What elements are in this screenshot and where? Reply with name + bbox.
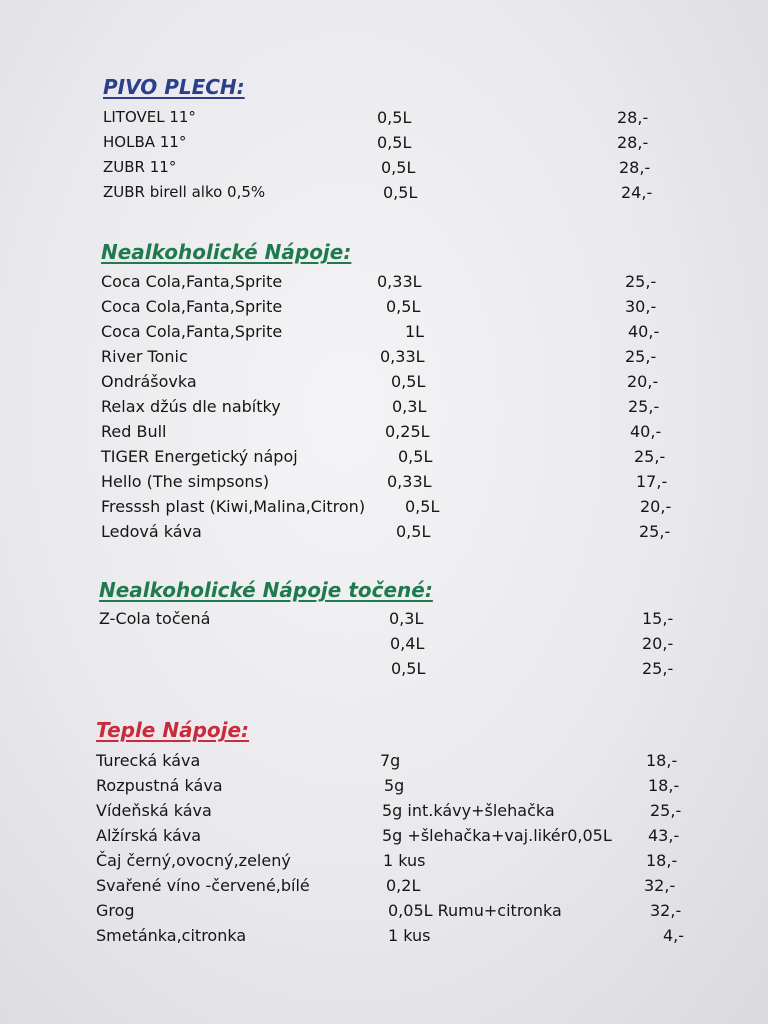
item-volume: 1L: [405, 322, 425, 341]
item-name: Red Bull: [101, 422, 167, 441]
section-pivo-plech: [103, 75, 703, 205]
menu-item: [103, 155, 703, 180]
menu-item: [96, 798, 716, 823]
item-volume: 0,4L: [390, 634, 425, 653]
section-title: PIVO PLECH:: [103, 75, 245, 99]
section-title: Nealkoholické Nápoje točené:: [99, 578, 433, 602]
menu-item: [103, 105, 703, 130]
item-volume: 0,33L: [377, 272, 422, 291]
item-volume: 7g: [380, 751, 401, 770]
item-volume: 5g: [384, 776, 405, 795]
item-price: 25,-: [625, 272, 657, 291]
item-price: 17,-: [636, 472, 668, 491]
menu-item: [101, 294, 701, 319]
item-volume: 5g int.kávy+šlehačka: [382, 801, 555, 820]
item-volume: 0,5L: [396, 522, 431, 541]
item-volume: 5g +šlehačka+vaj.likér0,05L: [382, 826, 612, 845]
menu-item: [101, 319, 701, 344]
item-price: 20,-: [640, 497, 672, 516]
item-name: HOLBA 11°: [103, 133, 187, 151]
menu-item: [101, 344, 701, 369]
item-name: Relax džús dle nabítky: [101, 397, 281, 416]
menu-item: [101, 369, 701, 394]
section-title: Teple Nápoje:: [96, 718, 250, 742]
item-name: Hello (The simpsons): [101, 472, 270, 491]
item-price: 25,-: [650, 801, 682, 820]
item-volume: 0,5L: [383, 183, 418, 202]
item-price: 18,-: [646, 751, 678, 770]
menu-item: [96, 873, 716, 898]
item-name: Z-Cola točená: [99, 609, 211, 628]
item-price: 43,-: [648, 826, 680, 845]
menu-item: [101, 519, 701, 544]
item-name: Smetánka,citronka: [96, 926, 247, 945]
item-volume: 0,5L: [391, 372, 426, 391]
item-price: 20,-: [642, 634, 674, 653]
menu-item: [101, 444, 701, 469]
item-name: TIGER Energetický nápoj: [101, 447, 298, 466]
item-name: ZUBR 11°: [103, 158, 177, 176]
menu-item: [96, 823, 716, 848]
menu-item: [96, 748, 716, 773]
item-volume: 0,5L: [386, 297, 421, 316]
item-volume: 0,25L: [385, 422, 430, 441]
item-price: 25,-: [639, 522, 671, 541]
item-price: 40,-: [628, 322, 660, 341]
item-volume: 0,33L: [387, 472, 432, 491]
item-price: 28,-: [617, 133, 649, 152]
section-title: Nealkoholické Nápoje:: [101, 240, 352, 264]
item-name: Čaj černý,ovocný,zelený: [96, 851, 291, 870]
item-name: Ondrášovka: [101, 372, 197, 391]
item-volume: 1 kus: [383, 851, 426, 870]
item-price: 28,-: [619, 158, 651, 177]
item-name: Fresssh plast (Kiwi,Malina,Citron): [101, 497, 366, 516]
item-name: Ledová káva: [101, 522, 202, 541]
item-price: 25,-: [625, 347, 657, 366]
menu-item: [101, 394, 701, 419]
menu-item: [96, 773, 716, 798]
menu-item: [103, 130, 703, 155]
menu-item: [101, 419, 701, 444]
menu-item: [96, 898, 716, 923]
item-price: 4,-: [663, 926, 685, 945]
menu-item: [99, 631, 699, 656]
item-volume: 0,5L: [405, 497, 440, 516]
menu-item: [101, 269, 701, 294]
item-volume: 0,5L: [391, 659, 426, 678]
item-volume: 0,05L Rumu+citronka: [388, 901, 562, 920]
item-volume: 1 kus: [388, 926, 431, 945]
item-price: 25,-: [634, 447, 666, 466]
menu-item: [99, 656, 699, 681]
item-name: Coca Cola,Fanta,Sprite: [101, 272, 283, 291]
item-price: 32,-: [650, 901, 682, 920]
item-volume: 0,5L: [377, 133, 412, 152]
item-volume: 0,2L: [386, 876, 421, 895]
item-volume: 0,3L: [392, 397, 427, 416]
item-name: ZUBR birell alko 0,5%: [103, 183, 266, 201]
menu-item: [101, 469, 701, 494]
item-name: LITOVEL 11°: [103, 108, 196, 126]
item-volume: 0,33L: [380, 347, 425, 366]
item-price: 25,-: [628, 397, 660, 416]
item-price: 32,-: [644, 876, 676, 895]
section-nealko: [101, 240, 701, 544]
item-name: Coca Cola,Fanta,Sprite: [101, 322, 283, 341]
section-nealko-tocene: [99, 578, 699, 681]
item-name: River Tonic: [101, 347, 188, 366]
item-volume: 0,3L: [389, 609, 424, 628]
item-name: Alžírská káva: [96, 826, 202, 845]
item-price: 28,-: [617, 108, 649, 127]
item-price: 30,-: [625, 297, 657, 316]
menu-item: [103, 180, 703, 205]
section-teple-napoje: [96, 718, 716, 948]
menu-item: [101, 494, 701, 519]
menu-item: [99, 606, 699, 631]
item-name: Turecká káva: [96, 751, 201, 770]
item-name: Coca Cola,Fanta,Sprite: [101, 297, 283, 316]
item-volume: 0,5L: [381, 158, 416, 177]
item-name: Rozpustná káva: [96, 776, 223, 795]
item-price: 24,-: [621, 183, 653, 202]
item-price: 20,-: [627, 372, 659, 391]
item-price: 18,-: [646, 851, 678, 870]
item-price: 18,-: [648, 776, 680, 795]
item-name: Vídeňská káva: [96, 801, 212, 820]
item-price: 15,-: [642, 609, 674, 628]
menu-item: [96, 848, 716, 873]
item-price: 25,-: [642, 659, 674, 678]
item-price: 40,-: [630, 422, 662, 441]
item-name: Svařené víno -červené,bílé: [96, 876, 310, 895]
item-volume: 0,5L: [398, 447, 433, 466]
menu-item: [96, 923, 716, 948]
item-name: Grog: [96, 901, 135, 920]
item-volume: 0,5L: [377, 108, 412, 127]
